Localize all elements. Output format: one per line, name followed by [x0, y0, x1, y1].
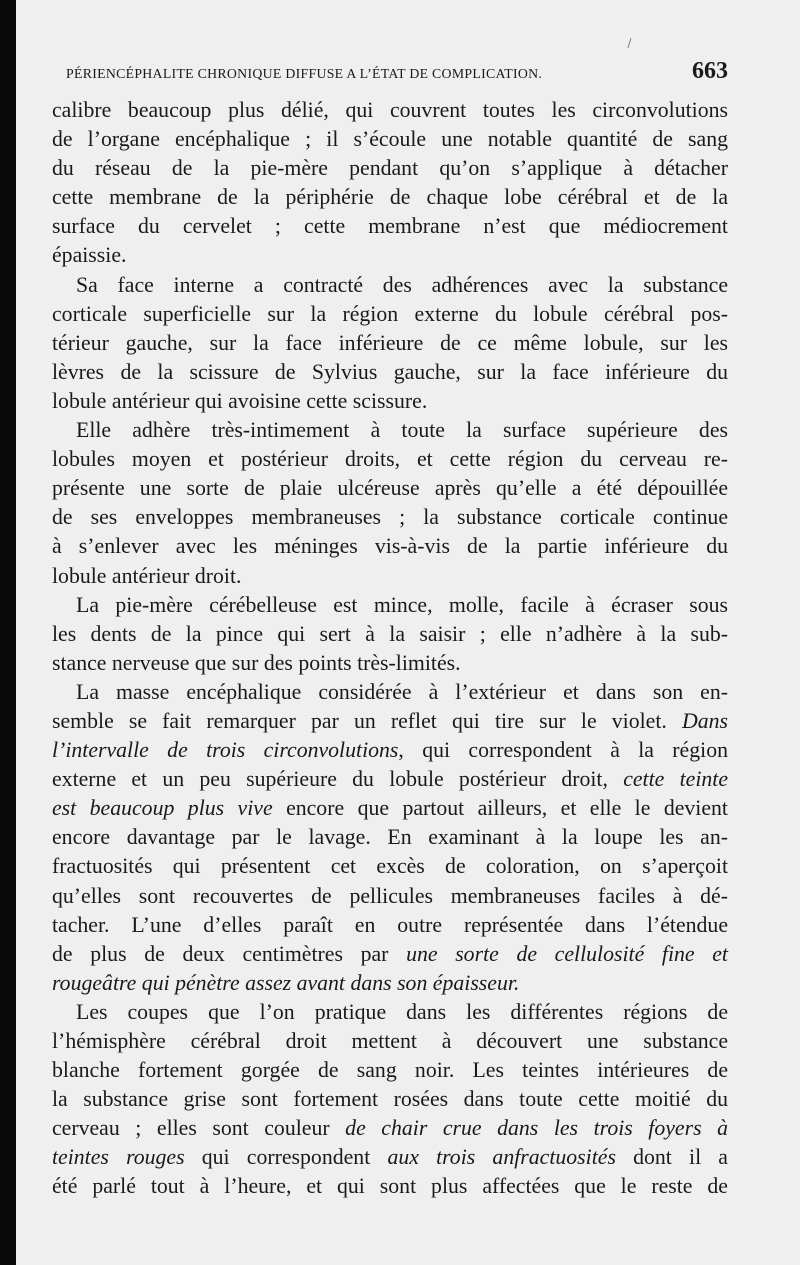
- text-run: semble se fait remarquer par un reflet qui tire sur le violet.: [52, 708, 667, 733]
- text-line: épaissie.: [52, 243, 127, 268]
- text-line: rougeâtre qui pénètre assez avant dans son épaisseur.: [52, 970, 520, 995]
- scan-speck: [627, 38, 631, 48]
- page-number: 663: [692, 58, 728, 84]
- text-line: de ses enveloppes membraneuses ; la substance corticale continue: [52, 505, 728, 530]
- italic-run: l’intervalle de trois circonvolutions: [52, 738, 399, 763]
- text-line: corticale superficielle sur la région externe du lobule cérébral pos-: [52, 301, 728, 326]
- text-line: Les coupes que l’on pratique dans les différentes régions de: [76, 999, 728, 1024]
- text-line: fractuosités qui présentent cet excès de coloration, on s’aperçoit: [52, 854, 728, 879]
- text-line: lèvres de la scissure de Sylvius gauche, sur la face inférieure du: [52, 359, 728, 384]
- text-line: de l’organe encéphalique ; il s’écoule une notable quantité de sang: [52, 127, 728, 152]
- text-run: cerveau ; elles sont couleur: [52, 1116, 330, 1141]
- book-page: [16, 0, 800, 1265]
- italic-run: teintes rouges: [52, 1145, 185, 1170]
- text-line: calibre beaucoup plus délié, qui couvrent toutes les circonvolutions: [52, 98, 728, 122]
- text-line: stance nerveuse que sur des points très-limités.: [52, 650, 461, 675]
- text-line: tacher. L’une d’elles paraît en outre représentée dans l’étendue: [52, 912, 728, 937]
- text-line: lobule antérieur droit.: [52, 563, 242, 588]
- text-line: [52, 765, 728, 794]
- text-line: présente une sorte de plaie ulcéreuse après qu’elle a été dépouillée: [52, 476, 728, 501]
- text-line: lobules moyen et postérieur droits, et cette région du cerveau re-: [52, 447, 728, 472]
- italic-run: de chair crue dans les trois foyers à: [345, 1116, 728, 1141]
- text-line: la substance grise sont fortement rosées dans toute cette moitié du: [52, 1087, 728, 1112]
- text-line: qu’elles sont recouvertes de pellicules membraneuses faciles à dé-: [52, 883, 728, 908]
- text-line: cette membrane de la périphérie de chaque lobe cérébral et de la: [52, 185, 728, 210]
- text-line: [52, 736, 728, 765]
- text-run: de plus de deux centimètres par: [52, 941, 389, 966]
- text-line: La pie-mère cérébelleuse est mince, molle, facile à écraser sous: [76, 592, 728, 617]
- text-line: à s’enlever avec les méninges vis-à-vis de la partie inférieure du: [52, 534, 728, 559]
- text-line: été parlé tout à l’heure, et qui sont plus affectées que le reste de: [52, 1174, 728, 1199]
- italic-run: aux trois anfractuosités: [387, 1145, 616, 1170]
- text-line: du réseau de la pie-mère pendant qu’on s’applique à détacher: [52, 156, 728, 181]
- text-line: [52, 794, 728, 823]
- text-run: externe et un peu supérieure du lobule postérieur droit,: [52, 767, 608, 792]
- text-line: Sa face interne a contracté des adhérences avec la substance: [76, 272, 728, 297]
- text-line: l’hémisphère cérébral droit mettent à découvert une substance: [52, 1029, 728, 1053]
- italic-run: Dans: [681, 708, 728, 733]
- text-run: dont il a: [615, 1145, 728, 1170]
- text-line: [52, 1114, 728, 1143]
- text-line: surface du cervelet ; cette membrane n’est que médiocrement: [52, 214, 728, 239]
- text-line: térieur gauche, sur la face inférieure de ce même lobule, sur les: [52, 330, 728, 355]
- italic-run: est beaucoup plus vive: [52, 796, 273, 821]
- text-run: qui correspondent: [184, 1145, 371, 1170]
- text-line: lobule antérieur qui avoisine cette scissure.: [52, 388, 428, 413]
- italic-run: cette teinte: [623, 767, 729, 792]
- italic-run: une sorte de cellulosité fine et: [406, 941, 728, 966]
- text-line: [52, 707, 728, 736]
- text-line: encore davantage par le lavage. En examinant à la loupe les an-: [52, 825, 728, 850]
- text-line: blanche fortement gorgée de sang noir. Les teintes intérieures de: [52, 1058, 728, 1083]
- text-run: encore que partout ailleurs, et elle le devient: [272, 796, 728, 821]
- page-header: [66, 58, 728, 88]
- running-head: PÉRIENCÉPHALITE CHRONIQUE DIFFUSE A L’ÉTAT DE COMPLICATION.: [66, 66, 543, 81]
- body-text: [52, 96, 728, 1202]
- text-line: les dents de la pince qui sert à la saisir ; elle n’adhère à la sub-: [52, 621, 728, 646]
- text-line: [52, 1143, 728, 1172]
- text-line: Elle adhère très-intimement à toute la surface supérieure des: [76, 418, 728, 443]
- scan-edge: [0, 0, 16, 1265]
- text-line: [52, 940, 728, 969]
- text-line: La masse encéphalique considérée à l’extérieur et dans son en-: [76, 679, 728, 704]
- text-run: , qui correspondent à la région: [398, 738, 728, 763]
